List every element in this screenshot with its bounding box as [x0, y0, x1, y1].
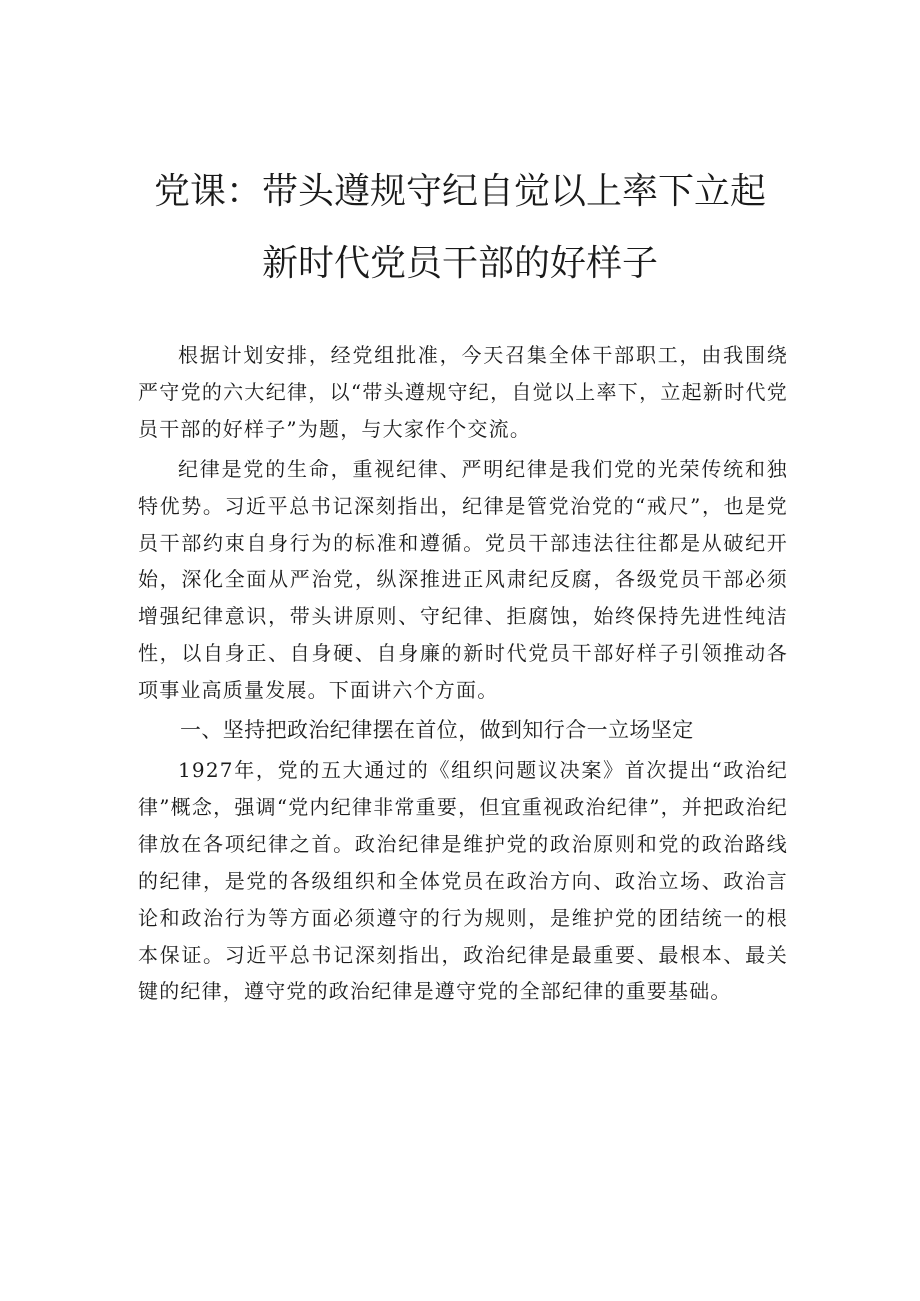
document-body: [138, 337, 788, 1013]
discipline-paragraph: 纪律是党的生命，重视纪律、严明纪律是我们党的光荣传统和独特优势。习近平总书记深刻指出，纪律是管党治党的“戒尺”，也是党员干部约束自身行为的标准和遵循。党员干部违法往往都是从破纪开始，深化全面从严治党，纵深推进正风肃纪反腐，各级党员干部必须增强纪律意识，带头讲原则、守纪律、拒腐蚀，始终保持先进性纯洁性，以自身正、自身硬、自身廉的新时代党员干部好样子引领推动各项事业高质量发展。下面讲六个方面。: [138, 456, 788, 703]
intro-paragraph: 根据计划安排，经党组批准，今天召集全体干部职工，由我围绕严守党的六大纪律，以“带头遵规守纪，自觉以上率下，立起新时代党员干部的好样子”为题，与大家作个交流。: [138, 343, 788, 441]
document-title-line-2: 新时代党员干部的好样子: [261, 243, 658, 284]
document-title-line-1: 党课：带头遵规守纪自觉以上率下立起: [153, 171, 766, 212]
section-1-paragraph: 1927年，党的五大通过的《组织问题议决案》首次提出“政治纪律”概念，强调“党内纪律非常重要，但宜重视政治纪律”，并把政治纪律放在各项纪律之首。政治纪律是维护党的政治原则和党的政治路线的纪律，是党的各级组织和全体党员在政治方向、政治立场、政治言论和政治行为等方面必须遵守的行为规则，是维护党的团结统一的根本保证。习近平总书记深刻指出，政治纪律是最重要、最根本、最关键的纪律，遵守党的政治纪律是遵守党的全部纪律的重要基础。: [138, 757, 788, 1004]
section-1-heading: 一、坚持把政治纪律摆在首位，做到知行合一立场坚定: [180, 718, 694, 743]
